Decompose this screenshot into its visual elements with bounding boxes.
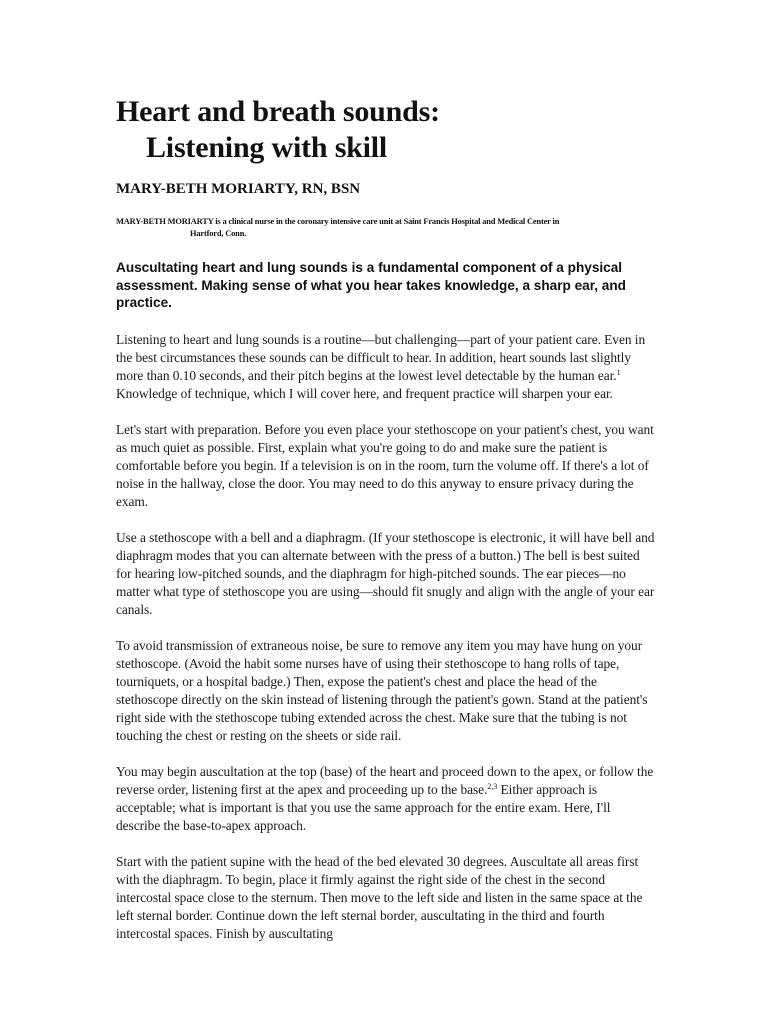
body-paragraph-2: Let's start with preparation. Before you even place your stethoscope on your patient's chest, you want as much quiet as possible. First, explain what you're going to do and make sure the patient is comfortable before you begin. If a television is on in the room, turn the volume off. If there's a lot of noise in the hallway, close the door. You may need to do this anyway to ensure privacy during the exam. xyxy=(116,422,654,509)
body-paragraph-6: Start with the patient supine with the head of the bed elevated 30 degrees. Auscultate all areas first with the diaphragm. To begin, place it firmly against the right side of the chest in the second intercostal space close to the sternum. Then move to the left side and listen in the same space at the left sternal border. Continue down the left sternal border, auscultating in the third and fourth intercostal spaces. Finish by auscultating xyxy=(116,854,643,941)
author-bio xyxy=(116,216,656,240)
reference-superscript: 1 xyxy=(616,368,621,377)
title-line-1: Heart and breath sounds: xyxy=(116,95,440,128)
title-line-2: Listening with skill xyxy=(146,131,388,164)
reference-superscript: 2,3 xyxy=(487,782,498,791)
article-lede: Auscultating heart and lung sounds is a fundamental component of a physical assessment. Making sense of what you hear takes knowledge, a sharp ear, and practice. xyxy=(116,260,626,310)
author-bio-line-1: MARY-BETH MORIARTY is a clinical nurse in the coronary intensive care unit at Saint Francis Hospital and Medical Center in xyxy=(116,217,560,226)
author-bio-line-2: Hartford, Conn. xyxy=(190,229,247,238)
body-paragraph-3: Use a stethoscope with a bell and a diaphragm. (If your stethoscope is electronic, it will have bell and diaphragm modes that you can alternate between with the press of a button.) The bell is best suited for hearing low-pitched sounds, and the diaphragm for high-pitched sounds. The ear pieces—no matter what type of stethoscope you are using—should fit snugly and align with the angle of your ear canals. xyxy=(116,530,655,617)
body-paragraph-1: Listening to heart and lung sounds is a routine—but challenging—part of your patient care. Even in the best circumstances these sounds can be difficult to hear. In addition, heart sounds last slightly more than 0.10 seconds, and their pitch begins at the lowest level detectable by the human ear.$^1$ Knowledge of technique, which I will cover here, and frequent practice will sharpen your ear. xyxy=(116,332,646,401)
body-paragraph-5: You may begin auscultation at the top (base) of the heart and proceed down to the apex, or follow the reverse order, listening first at the apex and proceeding up to the base.$^{2,3}$ Either approach is acceptable; what is important is that you use the same approach for the entire exam. Here, I'll describe the base-to-apex approach. xyxy=(116,764,654,833)
author-byline: MARY-BETH MORIARTY, RN, BSN xyxy=(116,181,361,197)
article-title xyxy=(116,94,440,166)
body-paragraph-4: To avoid transmission of extraneous noise, be sure to remove any item you may have hung on your stethoscope. (Avoid the habit some nurses have of using their stethoscope to hang rolls of tape, tourniquets, or a hospital badge.) Then, expose the patient's chest and place the head of the stethoscope directly on the skin instead of listening through the patient's gown. Stand at the patient's right side with the stethoscope tubing extended across the chest. Make sure that the tubing is not touching the chest or resting on the sheets or side rail. xyxy=(116,638,648,743)
article-body xyxy=(116,331,656,961)
